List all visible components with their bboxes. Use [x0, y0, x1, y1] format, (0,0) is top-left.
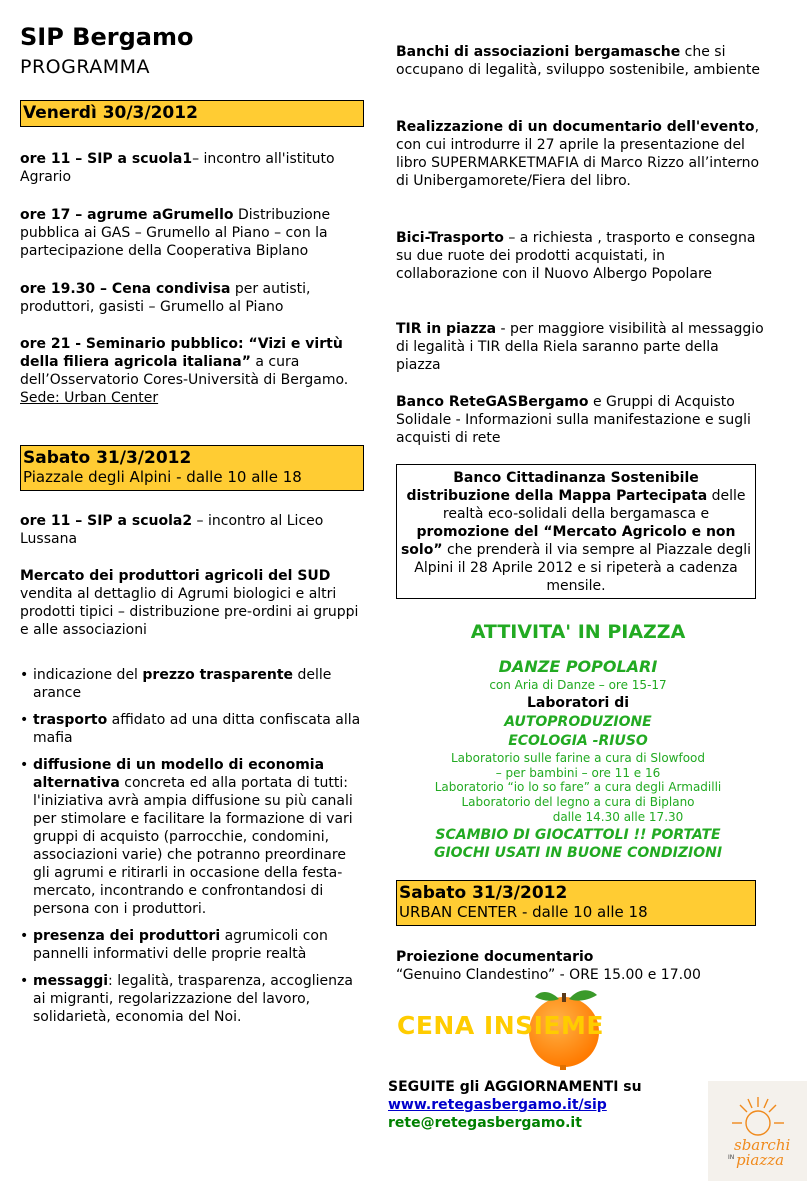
friday-date: Venerdì 30/3/2012 [23, 103, 198, 123]
danze-subtitle: con Aria di Danze – ore 15-17 [489, 678, 667, 692]
danze-title: DANZE POPOLARI [498, 657, 658, 676]
bullet-post: : legalità, trasparenza, accoglienza ai migranti, regolarizzazione del lavoro, solidarietà, economia del Noi. [33, 973, 353, 1025]
right-item-3-text: – a richiesta , trasporto e consegna su due ruote dei prodotti acquistati, in collaborazione con il Nuovo Albergo Popolare [396, 230, 756, 282]
lab-line-5: dalle 14.30 alle 17.30 [552, 810, 684, 824]
lab-line-1: Laboratorio sulle farine a cura di Slowfood [451, 751, 705, 765]
right-item-4-title: TIR in piazza [396, 321, 497, 337]
bullet-bold: diffusione di un modello di economia alternativa [33, 757, 325, 791]
list-item [20, 711, 365, 747]
bullet-post: delle arance [33, 667, 332, 701]
logo-text-piazza: piazza [736, 1151, 785, 1169]
friday-item-3-title: ore 19.30 – Cena condivisa [20, 281, 231, 297]
bullet-post: agrumicoli con pannelli informativi delle proprie realtà [33, 928, 328, 962]
market-text: vendita al dettaglio di Agrumi biologici e altri prodotti tipici – distribuzione pre-ordini ai gruppi e alle associazioni [20, 586, 359, 638]
proiezione-title: Proiezione documentario [396, 949, 594, 965]
right-item-1-title: Banchi di associazioni bergamasche [396, 44, 681, 60]
friday-item-2-text: Distribuzione pubblica ai GAS – Grumello al Piano – con la partecipazione della Cooperativa Biplano [20, 207, 331, 259]
banco-cittadinanza-box [396, 464, 756, 599]
infobox-title: Banco Cittadinanza Sostenibile [453, 470, 699, 486]
sbarchi-logo [708, 1081, 807, 1181]
urban-place: URBAN CENTER - dalle 10 alle 18 [399, 903, 648, 921]
list-item [20, 927, 365, 963]
infobox-text-2: che prenderà il via sempre al Piazzale degli Alpini il 28 Aprile 2012 e si ripeterà a cadenza mensile. [414, 542, 752, 594]
friday-item-1-text: – incontro all'istituto Agrario [20, 151, 335, 185]
list-item [20, 756, 365, 918]
friday-item-3-text: per autisti, produttori, gasisti – Grumello al Piano [20, 281, 311, 315]
saturday-date-box [20, 445, 364, 491]
activities-heading: ATTIVITA' IN PIAZZA [470, 621, 686, 643]
right-item-3-title: Bici-Trasporto [396, 230, 504, 246]
right-item-4-text: - per maggiore visibilità al messaggio di legalità i TIR della Riela saranno parte della piazza [396, 321, 764, 373]
bullet-bold: trasporto [33, 712, 108, 728]
right-item-2-title: Realizzazione di un documentario dell'evento [396, 119, 755, 135]
cena-insieme-title: CENA INSIEME [397, 1011, 604, 1040]
logo-text-sbarchi: sbarchi [734, 1136, 791, 1154]
friday-item-1-title: ore 11 – SIP a scuola1 [20, 151, 193, 167]
email-link[interactable]: rete@retegasbergamo.it [388, 1115, 582, 1131]
bullet-bold: messaggi [33, 973, 109, 989]
infobox-subtitle: distribuzione della Mappa Partecipata [406, 488, 708, 504]
infobox-bold-2: promozione del “Mercato Agricolo e non solo” [400, 524, 736, 558]
right-item-1-text: che si occupano di legalità, sviluppo sostenibile, ambiente [396, 44, 760, 78]
follow-block [388, 1078, 718, 1132]
list-item [20, 972, 365, 1026]
lab-line-4: Laboratorio del legno a cura di Biplano [461, 795, 695, 809]
page-title: SIP Bergamo [20, 23, 194, 51]
friday-item-4-text: a cura dell’Osservatorio Cores-Università di Bergamo. [20, 354, 349, 388]
right-item-5-title: Banco ReteGASBergamo [396, 394, 589, 410]
market-description [20, 567, 365, 639]
lab-title: Laboratori di [526, 695, 630, 711]
saturday-place: Piazzale degli Alpini - dalle 10 alle 18 [23, 468, 302, 486]
market-title: Mercato dei produttori agricoli del SUD [20, 568, 331, 584]
friday-item-2-title: ore 17 – agrume aGrumello [20, 207, 234, 223]
saturday-date: Sabato 31/3/2012 [23, 448, 192, 468]
page-subtitle: PROGRAMMA [20, 56, 151, 78]
friday-item-1 [20, 150, 365, 186]
saturday-item-1-title: ore 11 – SIP a scuola2 [20, 513, 193, 529]
right-item-1 [396, 43, 766, 79]
lab-ecologia: ECOLOGIA -RIUSO [508, 733, 648, 749]
right-item-5 [396, 393, 766, 447]
proiezione-text: “Genuino Clandestino” - ORE 15.00 e 17.00 [396, 967, 701, 983]
lab-autoproduzione: AUTOPRODUZIONE [504, 714, 652, 730]
logo-text-in: IN [728, 1154, 735, 1161]
lab-line-3: Laboratorio “io lo so fare” a cura degli Armadilli [434, 780, 722, 794]
seminar-venue-link[interactable]: Sede: Urban Center [20, 390, 159, 406]
bullet-bold: prezzo trasparente [142, 667, 294, 683]
right-item-2 [396, 118, 766, 190]
urban-date: Sabato 31/3/2012 [399, 883, 568, 903]
follow-label: SEGUITE gli AGGIORNAMENTI su [388, 1079, 642, 1095]
saturday-item-1-text: – incontro al Liceo Lussana [20, 513, 324, 547]
right-item-3 [396, 229, 766, 283]
infobox-text-1: delle realtà eco-solidali della bergamasca e [442, 488, 746, 522]
scambio-line-2: GIOCHI USATI IN BUONE CONDIZIONI [433, 845, 723, 861]
friday-item-2 [20, 206, 365, 260]
lab-line-2: – per bambini – ore 11 e 16 [495, 766, 661, 780]
bullet-bold: presenza dei produttori [33, 928, 221, 944]
friday-item-4 [20, 335, 365, 407]
right-item-4 [396, 320, 766, 374]
friday-item-4-title: ore 21 - Seminario pubblico: “Vizi e virtù della filiera agricola italiana” [20, 336, 343, 370]
friday-item-3 [20, 280, 365, 316]
right-item-2-text: , con cui introdurre il 27 aprile la presentazione del libro SUPERMARKETMAFIA di Marco Rizzo all’interno di Unibergamorete/Fiera del libro. [396, 119, 760, 189]
friday-date-box [20, 100, 364, 127]
list-item [20, 666, 365, 702]
bullet-post: concreta ed alla portata di tutti: l'iniziativa avrà ampia diffusione su più canali per stimolare e facilitare la formazione di vari gruppi di acquisto (parrocchie, condomini, associazioni varie) che potranno preordinare gli agrumi e ritirarli in occasione della festa-mercato, incontrando e confrontandosi di persona con i produttori. [33, 775, 353, 917]
saturday-item-1 [20, 512, 365, 548]
proiezione-block [396, 948, 766, 984]
urban-center-date-box [396, 880, 756, 926]
market-bullet-list [20, 666, 365, 1035]
bullet-post: affidato ad una ditta confiscata alla mafia [33, 712, 361, 746]
scambio-line-1: SCAMBIO DI GIOCATTOLI !! PORTATE [435, 827, 721, 843]
bullet-pre: indicazione del [33, 667, 143, 683]
right-item-5-text: e Gruppi di Acquisto Solidale - Informazioni sulla manifestazione e sugli acquisti di rete [396, 394, 751, 446]
website-link[interactable]: www.retegasbergamo.it/sip [388, 1097, 607, 1113]
